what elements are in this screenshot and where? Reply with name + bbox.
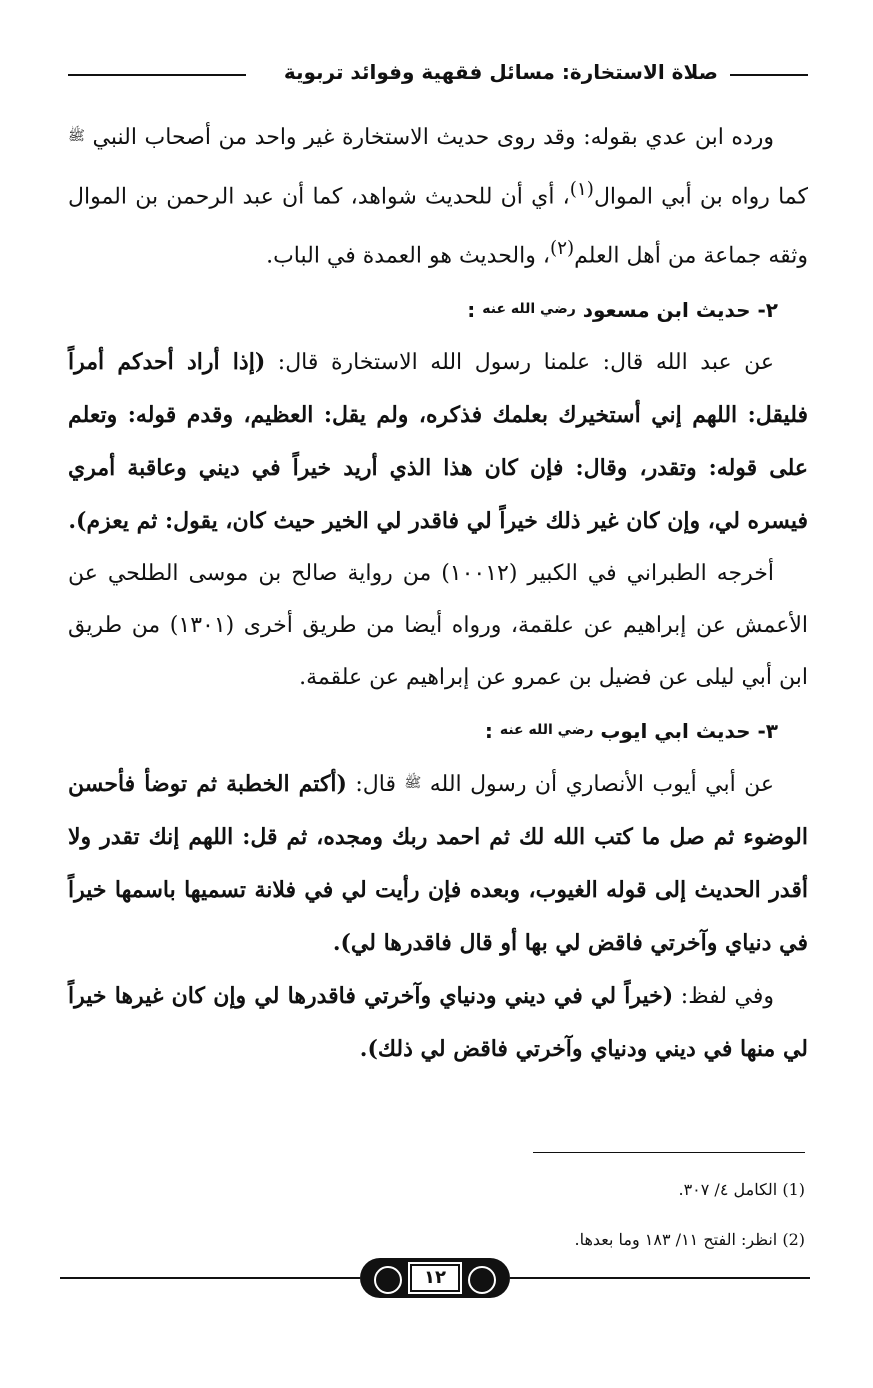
text-span: ، والحديث هو العمدة في الباب.	[266, 243, 550, 269]
text-span: عن أبي أيوب الأنصاري أن رسول الله	[421, 771, 775, 797]
heading-text: ٢- حديث ابن مسعود	[575, 297, 778, 322]
text-span: وفي لفظ:	[673, 983, 774, 1009]
ornament-line-left	[60, 1277, 360, 1279]
page-number: ١٢	[410, 1264, 460, 1292]
hadith-quote: (إذا أراد أحدكم أمراً فليقل: اللهم إني أستخيرك بعلمك فذكره، ولم يقل: العظيم، وقدم قوله: وتعلم على قوله: وتقدر، وقال: فإن كان هذا الذي أريد خيراً في ديني وعاقبة أمري فيسره لي، وإن كان غير ذلك خيراً لي فاقدر لي الخير حيث كان، يقول: ثم يعزم).	[68, 348, 808, 534]
footnotes	[205, 1165, 805, 1265]
salutation-glyph: ﷺ	[404, 774, 422, 791]
hadith-quote: (أكتم الخطبة ثم توضأ فأحسن الوضوء ثم صل ما كتب الله لك ثم احمد ربك ومجده، ثم قل: اللهم إنك تقدر ولا أقدر الحديث إلى قوله الغيوب، وبعده فإن رأيت لي في فلانة تسميها باسمها خيراً في دنياي وآخرتي فاقض لي بها أو قال فاقدرها لي).	[68, 770, 808, 956]
header-title: صلاة الاستخارة: مسائل فقهية وفوائد تربوية	[283, 60, 718, 84]
honorific-glyph: رضي الله عنه	[482, 300, 576, 317]
footnote-1: (1) الكامل ٤/ ٣٠٧.	[678, 1180, 805, 1199]
text-span: ورده ابن عدي بقوله: وقد روى حديث الاستخارة غير واحد من أصحاب النبي	[84, 125, 774, 150]
section-heading-ibn-masud	[68, 283, 808, 336]
running-header	[68, 56, 808, 96]
text-span: قال:	[346, 771, 405, 797]
page-number-ornament	[60, 1258, 810, 1298]
footnote-ref-1: (١)	[569, 179, 594, 200]
heading-colon: :	[484, 718, 500, 743]
salutation-glyph: ﷺ	[68, 128, 85, 144]
paragraph-ibn-adi	[68, 110, 808, 283]
heading-text: ٣- حديث ابي ايوب	[593, 718, 778, 743]
text-span: أخرجه الطبراني في الكبير (١٠٠١٢) من رواية صالح بن موسى الطلحي عن الأعمش عن إبراهيم عن علقمة، ورواه أيضا من طريق أخرى (١٣٠١) من طريق ابن أبي ليلى عن فضيل بن عمرو عن إبراهيم عن علقمة.	[68, 560, 808, 690]
header-rule-right	[730, 74, 808, 76]
heading-colon: :	[467, 297, 483, 322]
honorific-glyph: رضي الله عنه	[499, 721, 594, 738]
hadith-quote: (خيراً لي في ديني ودنياي وآخرتي فاقدرها لي وإن كان غيرها خيراً لي منها في ديني ودنياي وآخرتي فاقض لي ذلك).	[68, 982, 808, 1062]
body-text	[68, 110, 808, 1076]
paragraph-hadith-abu-ayyub	[68, 757, 808, 970]
paragraph-takhrij	[68, 548, 808, 704]
text-span: عن عبد الله قال: علمنا رسول الله الاستخارة قال:	[265, 349, 775, 375]
footnote-separator	[533, 1152, 805, 1153]
ornament-line-right	[510, 1277, 810, 1279]
ornament-frame-icon	[360, 1258, 510, 1298]
text-span: ، أي أن للحديث شواهد، كما أن عبد الرحمن بن الموال وثقه جماعة من أهل العلم	[68, 184, 808, 269]
footnote-2: (2) انظر: الفتح ١١/ ١٨٣ وما بعدها.	[574, 1230, 805, 1249]
paragraph-hadith-ibn-masud	[68, 336, 808, 548]
text-span: كما رواه بن أبي الموال	[593, 184, 808, 210]
paragraph-other-wording	[68, 970, 808, 1076]
footnote-ref-2: (٢)	[549, 238, 575, 260]
section-heading-abu-ayyub	[68, 704, 808, 757]
header-rule-left	[68, 74, 246, 76]
